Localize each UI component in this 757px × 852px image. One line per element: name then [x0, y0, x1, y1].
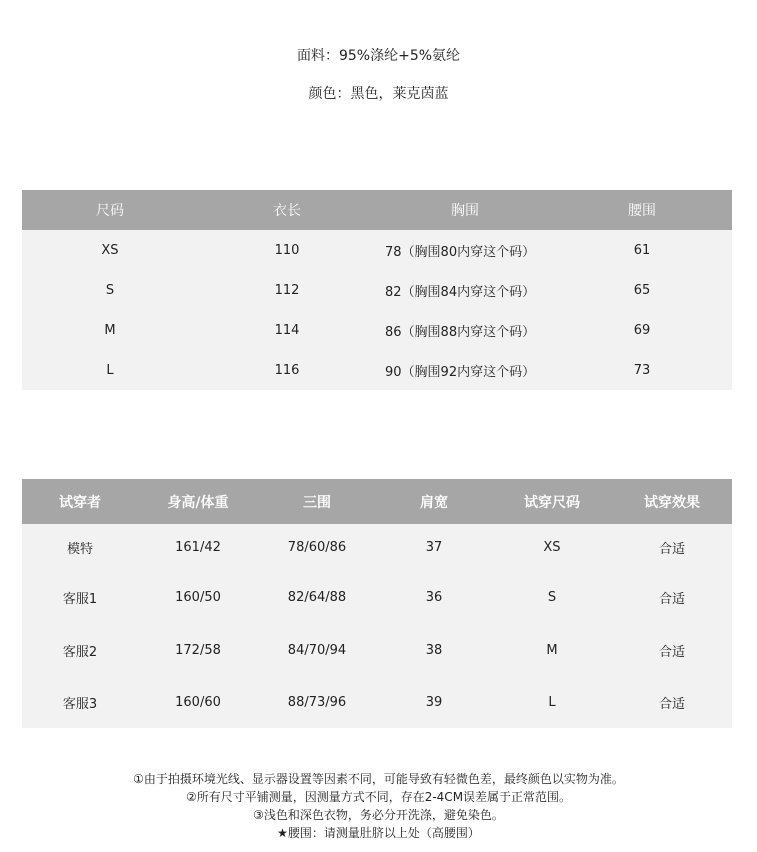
table-row [22, 676, 732, 728]
size-cell-length: 110 [274, 242, 300, 258]
tryon-cell-size: XS [543, 539, 561, 555]
table-row [22, 524, 732, 570]
table-row [22, 570, 732, 624]
tryon-cell-fit: 合适 [658, 591, 685, 607]
size-header-waist: 腰围 [628, 203, 656, 219]
size-header-bust: 胸围 [451, 203, 479, 219]
tryon-header-wearer: 试穿者 [59, 494, 101, 511]
tryon-header-size: 试穿尺码 [524, 494, 580, 511]
tryon-cell-size: M [546, 642, 558, 658]
tryon-cell-fit: 合适 [658, 541, 685, 557]
note-waist: ★腰围：请测量肚脐以上处（高腰围） [277, 826, 480, 840]
size-row [22, 310, 732, 350]
care-notes [0, 770, 757, 842]
tryon-cell-size: L [548, 694, 556, 710]
tryon-cell-fit: 合适 [658, 696, 685, 712]
size-row [22, 270, 732, 310]
size-cell-size: S [105, 282, 115, 298]
size-chart-table [22, 190, 732, 390]
size-cell-bust: 82（胸围84内穿这个码） [385, 284, 536, 300]
tryon-cell-fit: 合适 [658, 644, 685, 660]
fabric-info: 面料：95%涤纶+5%氨纶 [296, 48, 461, 64]
tryon-header-measurements: 三围 [303, 494, 331, 511]
size-cell-length: 112 [274, 282, 300, 298]
tryon-header-fit: 试穿效果 [644, 494, 700, 511]
tryon-cell-measurements: 82/64/88 [287, 589, 347, 605]
note-measurement-error: ②所有尺寸平铺测量，因测量方式不同，存在2-4CM误差属于正常范围。 [185, 790, 572, 804]
tryon-cell-height-weight: 160/50 [175, 589, 221, 605]
size-cell-waist: 65 [633, 282, 651, 298]
size-chart-header [22, 190, 732, 230]
size-header-length: 衣长 [273, 203, 301, 219]
tryon-cell-measurements: 78/60/86 [287, 539, 347, 555]
note-color-difference: ①由于拍摄环境光线、显示器设置等因素不同，可能导致有轻微色差，最终颜色以实物为准。 [133, 772, 624, 786]
tryon-header-shoulder: 肩宽 [420, 494, 448, 511]
size-cell-waist: 69 [633, 322, 651, 338]
tryon-cell-shoulder: 38 [425, 642, 443, 658]
try-on-table [22, 479, 732, 728]
tryon-cell-wearer: 客服1 [62, 591, 98, 607]
tryon-cell-shoulder: 36 [425, 589, 443, 605]
size-row [22, 350, 732, 390]
tryon-cell-shoulder: 37 [425, 539, 443, 555]
size-header-size: 尺码 [96, 203, 124, 219]
size-cell-size: XS [101, 242, 119, 258]
tryon-cell-measurements: 88/73/96 [287, 694, 347, 710]
tryon-cell-height-weight: 161/42 [175, 539, 221, 555]
size-cell-bust: 78（胸围80内穿这个码） [385, 244, 536, 260]
tryon-header-height-weight: 身高/体重 [167, 494, 229, 511]
tryon-cell-height-weight: 172/58 [175, 642, 221, 658]
tryon-cell-measurements: 84/70/94 [287, 642, 347, 658]
color-info: 颜色：黑色，莱克茵蓝 [308, 86, 449, 102]
tryon-cell-wearer: 客服3 [62, 696, 98, 712]
tryon-cell-height-weight: 160/60 [175, 694, 221, 710]
table-row [22, 624, 732, 676]
size-cell-waist: 73 [633, 362, 651, 378]
size-cell-size: L [106, 362, 114, 378]
tryon-cell-wearer: 客服2 [62, 644, 98, 660]
size-cell-length: 114 [274, 322, 300, 338]
size-cell-waist: 61 [633, 242, 651, 258]
tryon-cell-wearer: 模特 [66, 541, 93, 557]
size-cell-bust: 90（胸围92内穿这个码） [385, 364, 536, 380]
size-cell-size: M [104, 322, 116, 338]
tryon-cell-size: S [547, 589, 557, 605]
tryon-cell-shoulder: 39 [425, 694, 443, 710]
size-cell-length: 116 [274, 362, 300, 378]
note-washing: ③浅色和深色衣物，务必分开洗涤，避免染色。 [253, 808, 504, 822]
size-cell-bust: 86（胸围88内穿这个码） [385, 324, 536, 340]
size-row [22, 230, 732, 270]
try-on-header [22, 479, 732, 524]
